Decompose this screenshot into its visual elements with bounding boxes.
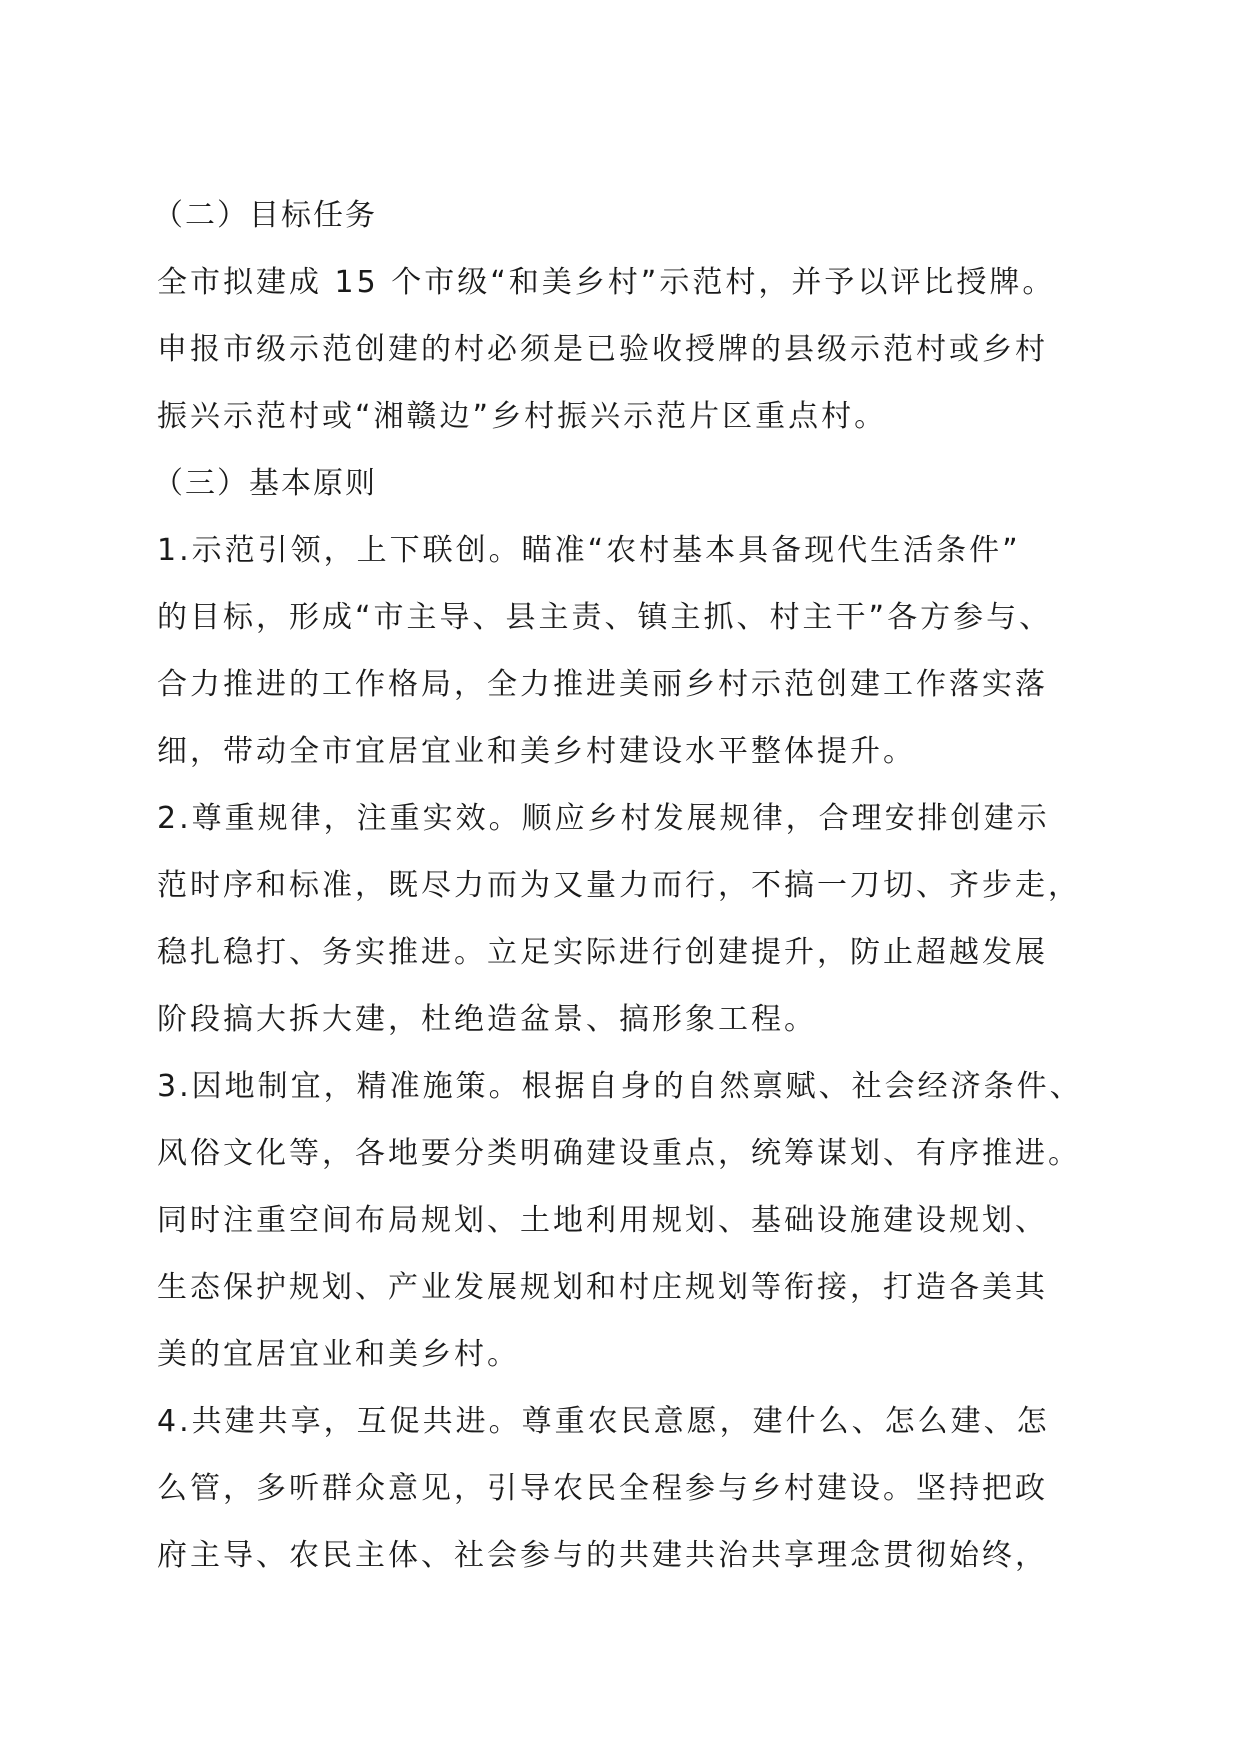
section-heading-principles: （三）基本原则 xyxy=(153,466,377,501)
principle-1-line: 1.示范引领，上下联创。瞄准“农村基本具备现代生活条件” xyxy=(157,533,1021,568)
principle-4-line: 4.共建共享，互促共进。尊重农民意愿，建什么、怎么建、怎 xyxy=(157,1404,1050,1439)
principle-3-line: 同时注重空间布局规划、土地利用规划、基础设施建设规划、 xyxy=(157,1203,1048,1238)
section-heading-targets: （二）目标任务 xyxy=(153,198,377,233)
paragraph-line: 申报市级示范创建的村必须是已验收授牌的县级示范村或乡村 xyxy=(157,332,1048,367)
principle-3-line: 风俗文化等，各地要分类明确建设重点，统筹谋划、有序推进。 xyxy=(157,1136,1081,1171)
principle-1-line: 细，带动全市宜居宜业和美乡村建设水平整体提升。 xyxy=(157,734,916,769)
principle-4-line: 么管，多听群众意见，引导农民全程参与乡村建设。坚持把政 xyxy=(157,1471,1048,1506)
principle-1-line: 合力推进的工作格局，全力推进美丽乡村示范创建工作落实落 xyxy=(157,667,1048,702)
principle-3-line: 3.因地制宜，精准施策。根据自身的自然禀赋、社会经济条件、 xyxy=(157,1069,1083,1104)
principle-2-line: 阶段搞大拆大建，杜绝造盆景、搞形象工程。 xyxy=(157,1002,817,1037)
paragraph-line: 振兴示范村或“湘赣边”乡村振兴示范片区重点村。 xyxy=(157,399,888,434)
principle-2-line: 稳扎稳打、务实推进。立足实际进行创建提升，防止超越发展 xyxy=(157,935,1048,970)
principle-4-line: 府主导、农民主体、社会参与的共建共治共享理念贯彻始终， xyxy=(157,1538,1048,1573)
principle-2-line: 范时序和标准，既尽力而为又量力而行，不搞一刀切、齐步走， xyxy=(157,868,1081,903)
principle-1-line: 的目标，形成“市主导、县主责、镇主抓、村主干”各方参与、 xyxy=(157,600,1053,635)
paragraph-line: 全市拟建成 15 个市级“和美乡村”示范村，并予以评比授牌。 xyxy=(157,265,1056,300)
principle-3-line: 生态保护规划、产业发展规划和村庄规划等衔接，打造各美其 xyxy=(157,1270,1048,1305)
principle-2-line: 2.尊重规律，注重实效。顺应乡村发展规律，合理安排创建示 xyxy=(157,801,1050,836)
document-body xyxy=(153,182,1097,1589)
principle-3-line: 美的宜居宜业和美乡村。 xyxy=(157,1337,520,1372)
